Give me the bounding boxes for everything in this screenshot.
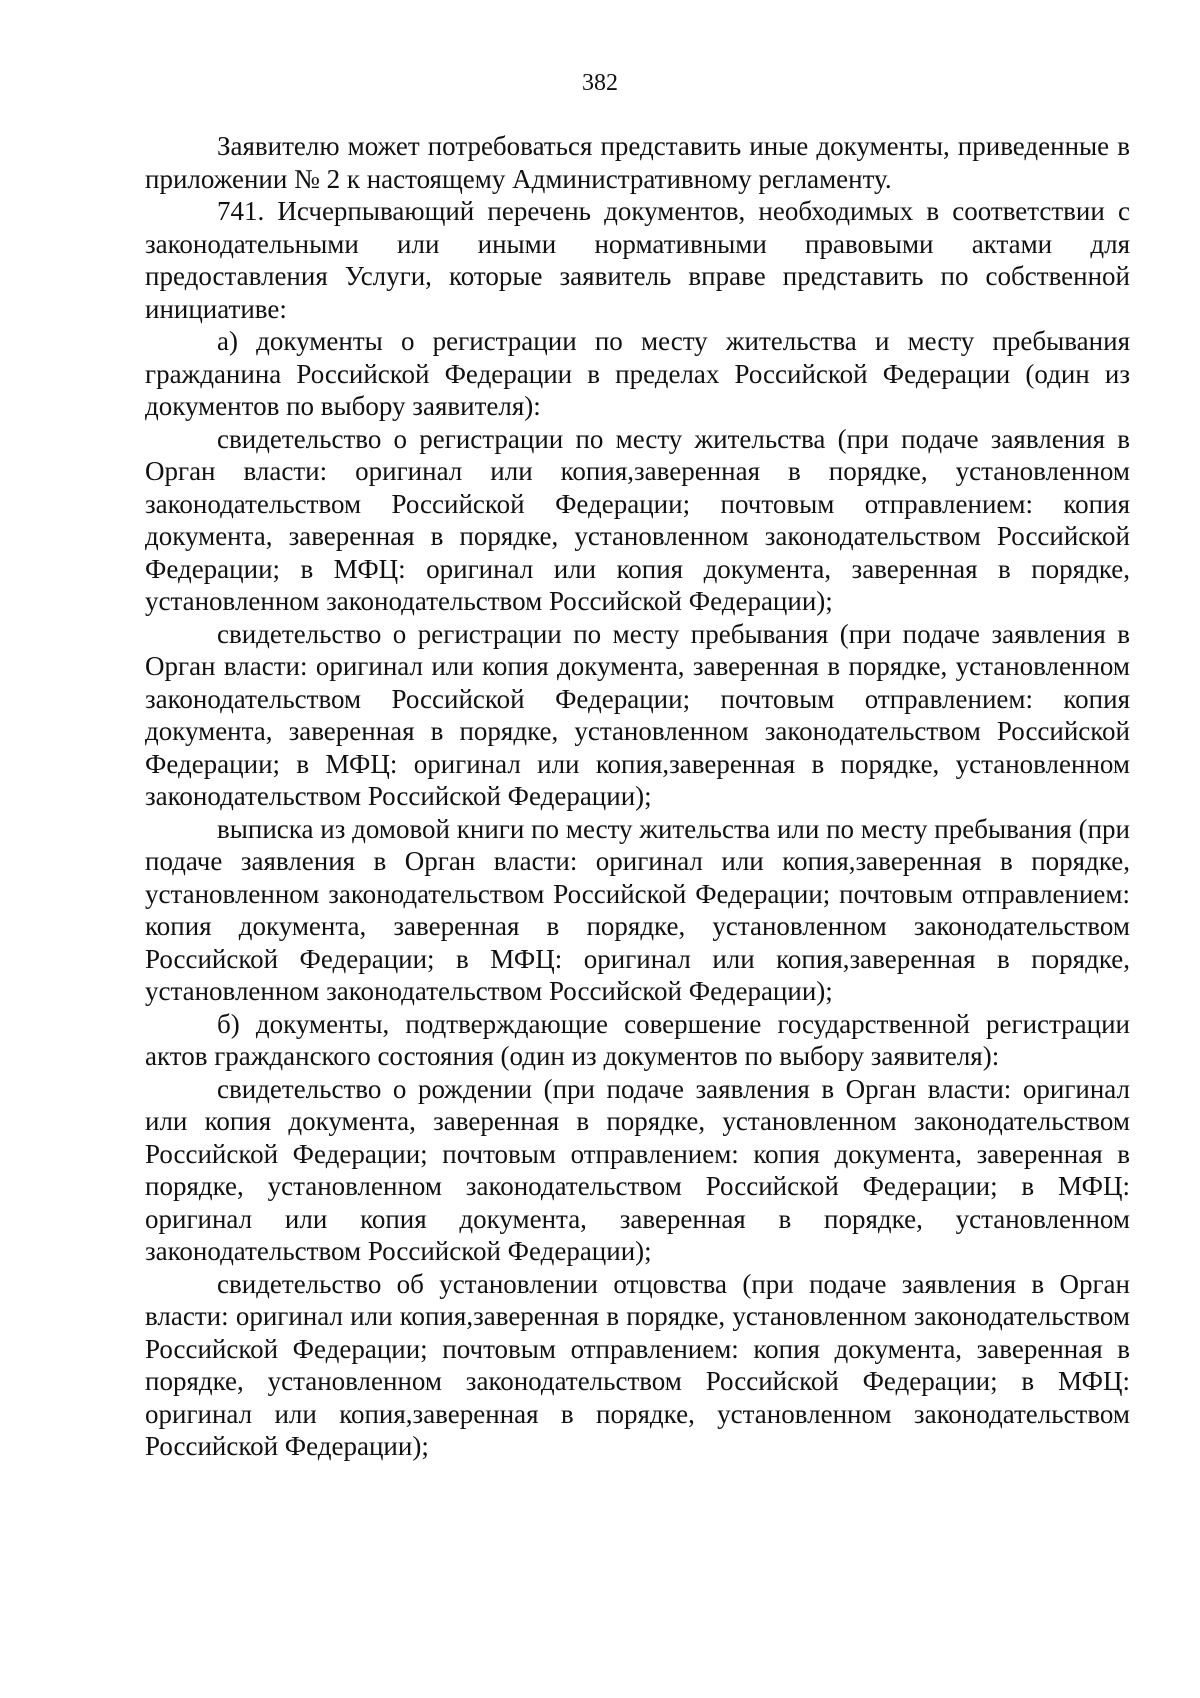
paragraph-other-documents: Заявителю может потребоваться представить иные документы, приведенные в приложении № 2 к настоящему Административному регламенту. xyxy=(145,131,1130,194)
paragraph-stay-certificate: свидетельство о регистрации по месту пребывания (при подаче заявления в Орган власти: оригинал или копия документа, заверенная в порядке, установленном законодательством Российской Федерации; почтовым отправлением: копия документа, заверенная в порядке, установленном законодательством Российской Федерации; в МФЦ: оригинал или копия,заверенная в порядке, установленном законодательством Российской Федерации); xyxy=(145,618,1130,811)
paragraph-house-book-extract: выписка из домовой книги по месту жительства или по месту пребывания (при подаче заявления в Орган власти: оригинал или копия,заверенная в порядке, установленном законодательством Российской Федерации; почтовым отправлением: копия документа, заверенная в порядке, установленном законодательством Российской Федерации; в МФЦ: оригинал или копия,заверенная в порядке, установленном законодательством Российской Федерации); xyxy=(145,813,1130,1006)
page-number: 382 xyxy=(582,70,618,96)
paragraph-b-civil-status-documents: б) документы, подтверждающие совершение государственной регистрации актов гражданского состояния (один из документов по выбору заявителя): xyxy=(145,1008,1130,1071)
document-body xyxy=(145,130,1130,1463)
paragraph-residence-certificate: свидетельство о регистрации по месту жительства (при подаче заявления в Орган власти: оригинал или копия,заверенная в порядке, установленном законодательством Российской Федерации; почтовым отправлением: копия документа, заверенная в порядке, установленном законодательством Российской Федерации; в МФЦ: оригинал или копия документа, заверенная в порядке, установленном законодательством Российской Федерации); xyxy=(145,423,1130,616)
paragraph-a-registration-documents: а) документы о регистрации по месту жительства и месту пребывания гражданина Российской Федерации в пределах Российской Федерации (один из документов по выбору заявителя): xyxy=(145,326,1130,421)
paragraph-paternity-certificate: свидетельство об установлении отцовства (при подаче заявления в Орган власти: оригинал или копия,заверенная в порядке, установленном законодательством Российской Федерации; почтовым отправлением: копия документа, заверенная в порядке, установленном законодательством Российской Федерации; в МФЦ: оригинал или копия,заверенная в порядке, установленном законодательством Российской Федерации); xyxy=(145,1268,1130,1461)
paragraph-birth-certificate: свидетельство о рождении (при подаче заявления в Орган власти: оригинал или копия документа, заверенная в порядке, установленном законодательством Российской Федерации; почтовым отправлением: копия документа, заверенная в порядке, установленном законодательством Российской Федерации; в МФЦ: оригинал или копия документа, заверенная в порядке, установленном законодательством Российской Федерации); xyxy=(145,1073,1130,1266)
paragraph-741: 741. Исчерпывающий перечень документов, необходимых в соответствии с законодательными или иными нормативными правовыми актами для предоставления Услуги, которые заявитель вправе представить по собственной инициативе: xyxy=(145,196,1130,324)
